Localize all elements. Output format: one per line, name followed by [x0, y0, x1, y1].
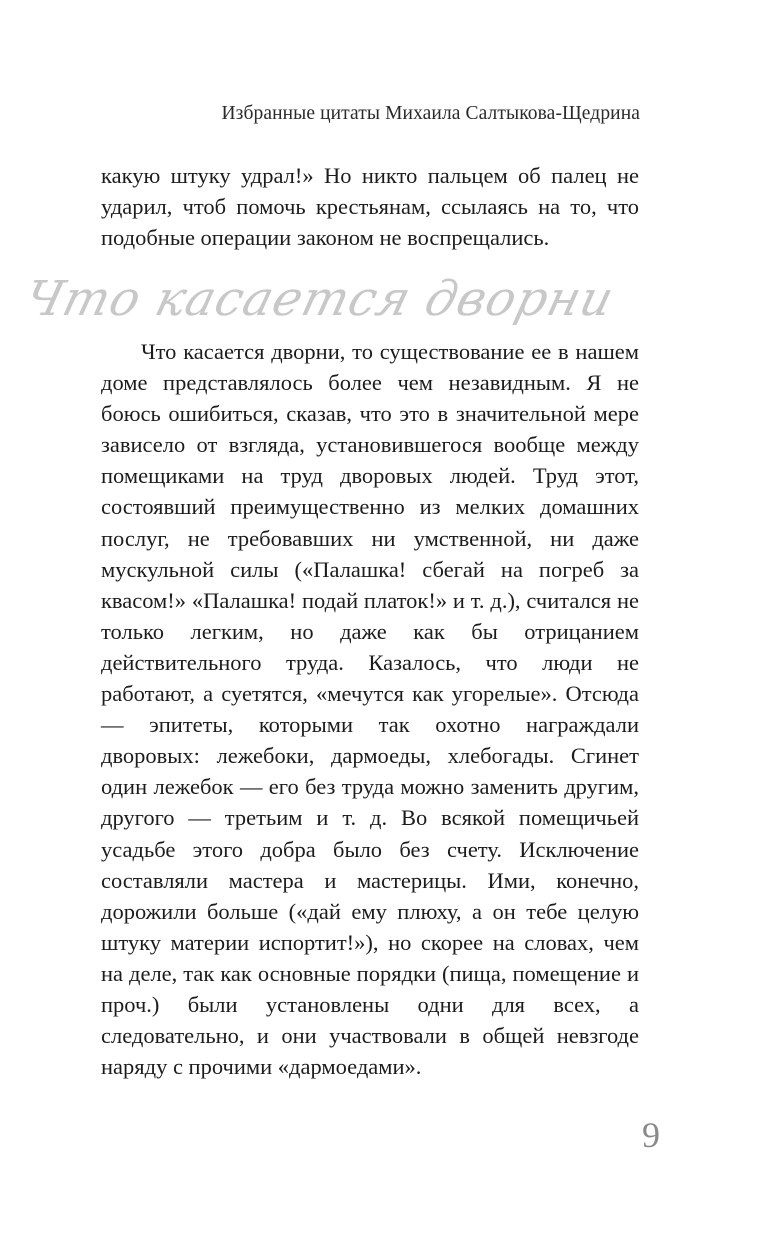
page-number: 9	[642, 1115, 660, 1155]
section-title: Что касается дворни	[19, 271, 620, 327]
body-paragraph: Что касается дворни, то существование ее в нашем доме представлялось более чем незавидным. Я не боюсь ошибиться, сказав, что это в значительной мере зависело от взгляда, установившегося вообще между помещиками на труд дворовых людей. Труд этот, состоявший преимущественно из мелких домашних послуг, не требовавших ни умственной, ни даже мускульной силы («Палашка! сбегай на погреб за квасом!» «Палашка! подай платок!» и т. д.), считался не только легким, но даже как бы отрицанием действительного труда. Казалось, что люди не работают, а суетятся, «мечутся как угорелые». Отсюда — эпитеты, которыми так охотно награждали дворовых: лежебоки, дармоеды, хлебогады. Сгинет один лежебок — его без труда можно заменить другим, другого — третьим и т. д. Во всякой помещичьей усадьбе этого добра было без счету. Исключение составляли мастера и мастерицы. Ими, конечно, дорожили больше («дай ему плюху, а он тебе целую штуку материи испортит!»), но скорее на словах, чем на деле, так как основные порядки (пища, помещение и проч.) были установлены одни для всех, а следовательно, и они участвовали в общей невзгоде наряду с прочими «дармоедами».	[101, 339, 639, 1080]
continuation-paragraph: какую штуку удрал!» Но никто пальцем об палец не ударил, чтоб помочь крестьянам, ссылаясь на то, что подобные операции законом не воспрещались.	[101, 163, 639, 251]
running-header: Избранные цитаты Михаила Салтыкова-Щедрина	[221, 103, 640, 124]
body-text	[101, 336, 639, 1082]
continuation-text	[101, 160, 639, 253]
